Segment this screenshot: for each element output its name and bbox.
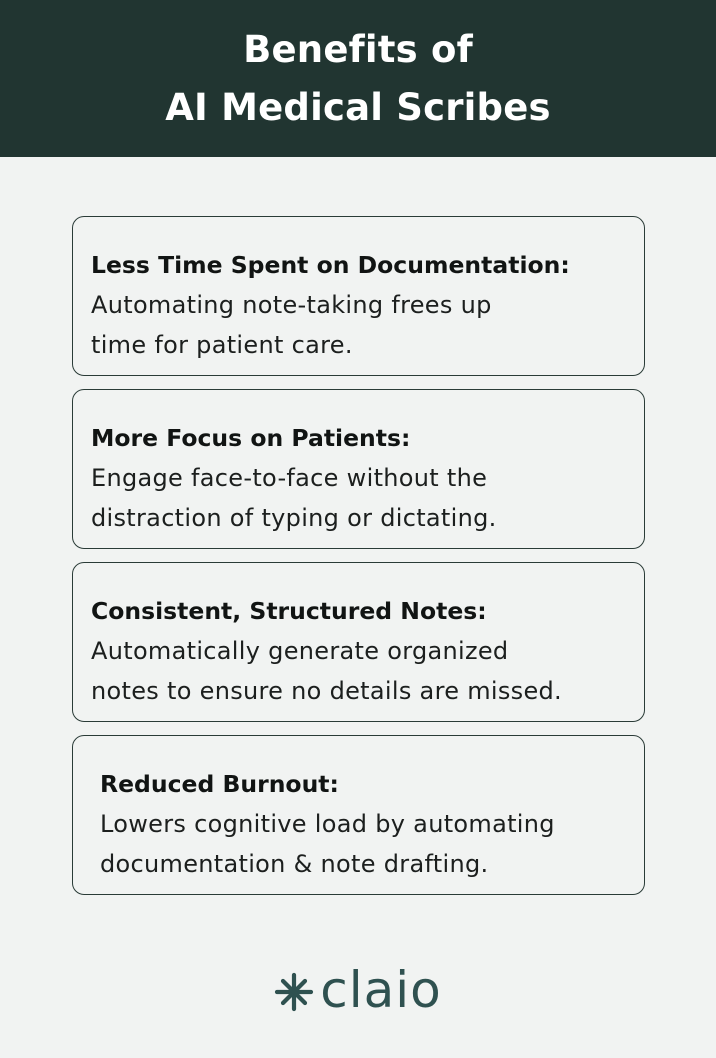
benefit-description-line: documentation & note drafting.: [100, 850, 489, 878]
benefit-description-line: Lowers cognitive load by automating: [100, 810, 555, 838]
claio-logo: [0, 960, 716, 1020]
page-title-line-2: AI Medical Scribes: [165, 85, 551, 129]
benefit-description-line: Engage face-to-face without the: [91, 464, 488, 492]
benefit-description-line: time for patient care.: [91, 331, 353, 359]
benefit-description-line: Automatically generate organized: [91, 637, 509, 665]
benefit-card-patient-focus: [72, 389, 645, 549]
benefit-title: More Focus on Patients:: [91, 424, 411, 452]
page-title-line-1: Benefits of: [243, 27, 473, 71]
benefit-cards: [72, 216, 645, 908]
benefit-title: Less Time Spent on Documentation:: [91, 251, 570, 279]
benefit-title: Consistent, Structured Notes:: [91, 597, 487, 625]
asterisk-star-icon: [274, 972, 314, 1012]
benefit-card-structured-notes: [72, 562, 645, 722]
benefit-title: Reduced Burnout:: [100, 770, 339, 798]
header-banner: [0, 0, 716, 157]
benefit-description-line: notes to ensure no details are missed.: [91, 677, 562, 705]
benefit-card-documentation: [72, 216, 645, 376]
benefit-card-burnout: [72, 735, 645, 895]
benefit-description-line: distraction of typing or dictating.: [91, 504, 497, 532]
benefit-description-line: Automating note-taking frees up: [91, 291, 492, 319]
logo-wordmark: claio: [320, 961, 442, 1019]
